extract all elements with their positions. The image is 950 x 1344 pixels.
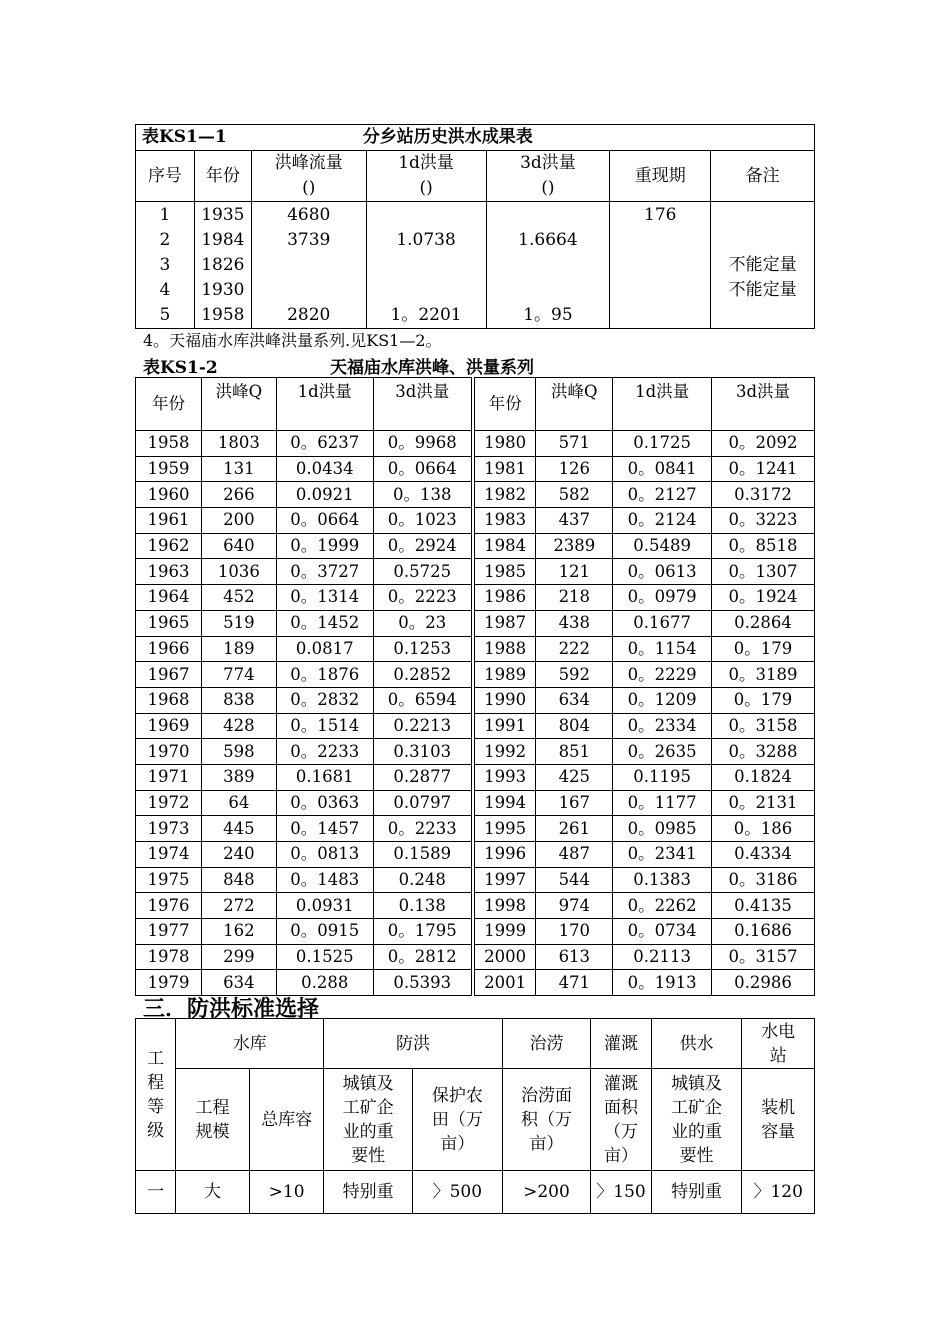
table2-cell: 131 — [201, 456, 276, 482]
table2-cell: 200 — [201, 508, 276, 534]
table2-cell: 438 — [536, 610, 613, 636]
table2-cell: 804 — [536, 713, 613, 739]
table2-header-3d: 3d洪量 — [373, 378, 473, 431]
table2-cell: 1958 — [136, 431, 202, 457]
table3-cell: 〉120 — [742, 1171, 815, 1214]
table2-cell: 299 — [201, 944, 276, 970]
table2-header-peak: 洪峰Q — [201, 378, 276, 431]
table2-cell: 121 — [536, 559, 613, 585]
table2-cell: 1991 — [473, 713, 536, 739]
table2-cell: 613 — [536, 944, 613, 970]
table2-row — [136, 482, 815, 508]
table2-cell: 1996 — [473, 842, 536, 868]
table2-cell: 640 — [201, 533, 276, 559]
table2-row — [136, 559, 815, 585]
table3-cell: 大 — [176, 1171, 250, 1214]
table2-cell: 0.1195 — [613, 764, 712, 790]
table2-cell: 1983 — [473, 508, 536, 534]
reservoir-flood-series-table — [135, 377, 815, 996]
table2-cell: 1966 — [136, 636, 202, 662]
table2-cell: 1992 — [473, 739, 536, 765]
table3-cell: 特别重 — [651, 1171, 742, 1214]
table2-row — [136, 842, 815, 868]
table3-sub-farmland: 保护农 田（万 亩） — [413, 1069, 503, 1171]
table2-cell: 1965 — [136, 610, 202, 636]
table2-cell: 1998 — [473, 893, 536, 919]
table2-cell: 0。0664 — [373, 456, 473, 482]
table2-cell: 2001 — [473, 970, 536, 996]
table2-cell: 848 — [201, 867, 276, 893]
table2-cell: 0。1177 — [613, 790, 712, 816]
table2-cell: 1978 — [136, 944, 202, 970]
table2-cell: 1970 — [136, 739, 202, 765]
table2-cell: 1968 — [136, 687, 202, 713]
table2-row — [136, 893, 815, 919]
table2-cell: 1974 — [136, 842, 202, 868]
table2-cell: 0。3223 — [712, 508, 815, 534]
table2-cell: 592 — [536, 662, 613, 688]
table2-row — [136, 790, 815, 816]
table3-cell: 特别重 — [324, 1171, 413, 1214]
table2-cell: 0。179 — [712, 636, 815, 662]
table2-cell: 0.2852 — [373, 662, 473, 688]
table2-cell: 0。2223 — [373, 585, 473, 611]
table2-cell: 851 — [536, 739, 613, 765]
table2-cell: 1986 — [473, 585, 536, 611]
table2-row — [136, 662, 815, 688]
table2-cell: 0。1023 — [373, 508, 473, 534]
table2-cell: 0.0921 — [276, 482, 373, 508]
table2-cell: 0.2113 — [613, 944, 712, 970]
table3-cell: 〉150 — [591, 1171, 651, 1214]
table2-cell: 445 — [201, 816, 276, 842]
table1-header-note: 备注 — [711, 151, 815, 202]
table2-header-1d: 1d洪量 — [276, 378, 373, 431]
table2-cell: 0.5725 — [373, 559, 473, 585]
table3-sub-importance: 城镇及 工矿企 业的重 要性 — [324, 1069, 413, 1171]
table2-cell: 0。2341 — [613, 842, 712, 868]
table2-cell: 240 — [201, 842, 276, 868]
table2-cell: 1987 — [473, 610, 536, 636]
table2-cell: 0。0613 — [613, 559, 712, 585]
table2-cell: 428 — [201, 713, 276, 739]
table3-cell: >10 — [249, 1171, 324, 1214]
table2-cell: 0。1795 — [373, 919, 473, 945]
table2-row — [136, 585, 815, 611]
table3-group-drainage: 治涝 — [502, 1019, 591, 1069]
table2-row — [136, 431, 815, 457]
table2-cell: 1961 — [136, 508, 202, 534]
table2-cell: 0.3172 — [712, 482, 815, 508]
table2-cell: 0.5393 — [373, 970, 473, 996]
table2-row — [136, 508, 815, 534]
table2-cell: 2000 — [473, 944, 536, 970]
table3-group-hydropower: 水电 站 — [742, 1019, 815, 1069]
table2-cell: 1977 — [136, 919, 202, 945]
table1-col-return: 176 — [610, 202, 711, 329]
table2-row — [136, 944, 815, 970]
table2-cell: 0.5489 — [613, 533, 712, 559]
table2-cell: 1963 — [136, 559, 202, 585]
table3-sub-supply-importance: 城镇及 工矿企 业的重 要性 — [651, 1069, 742, 1171]
table2-cell: 0。1924 — [712, 585, 815, 611]
table2-cell: 1990 — [473, 687, 536, 713]
table2-cell: 1988 — [473, 636, 536, 662]
table2-cell: 1971 — [136, 764, 202, 790]
paragraph-4: 4。天福庙水库洪峰洪量系列.见KS1—2。 — [143, 331, 442, 350]
table2-cell: 0。3189 — [712, 662, 815, 688]
table1-header-1d: 1d洪量 () — [366, 151, 486, 202]
table1-header-year: 年份 — [194, 151, 251, 202]
table2-cell: 0。2229 — [613, 662, 712, 688]
table2-cell: 0。2233 — [373, 816, 473, 842]
table2-cell: 0。1913 — [613, 970, 712, 996]
table2-cell: 0。2131 — [712, 790, 815, 816]
table2-cell: 1962 — [136, 533, 202, 559]
table2-cell: 0.248 — [373, 867, 473, 893]
table2-cell: 0.138 — [373, 893, 473, 919]
table2-cell: 0.3103 — [373, 739, 473, 765]
table2-header-1d-2: 1d洪量 — [613, 378, 712, 431]
table2-cell: 452 — [201, 585, 276, 611]
table2-cell: 0.2213 — [373, 713, 473, 739]
table2-header-peak-2: 洪峰Q — [536, 378, 613, 431]
table2-cell: 1967 — [136, 662, 202, 688]
table2-cell: 598 — [201, 739, 276, 765]
table2-cell: 1959 — [136, 456, 202, 482]
table2-cell: 471 — [536, 970, 613, 996]
table2-cell: 1980 — [473, 431, 536, 457]
table2-cell: 0.0434 — [276, 456, 373, 482]
table2-cell: 0。1514 — [276, 713, 373, 739]
table2-cell: 0.2877 — [373, 764, 473, 790]
table2-cell: 425 — [536, 764, 613, 790]
table3-sub-installed-capacity: 装机 容量 — [742, 1069, 815, 1171]
table3-cell: >200 — [502, 1171, 591, 1214]
table3-sub-scale: 工程 规模 — [176, 1069, 250, 1171]
table2-cell: 167 — [536, 790, 613, 816]
table2-cell: 0。1314 — [276, 585, 373, 611]
table2-cell: 0.2986 — [712, 970, 815, 996]
table2-row — [136, 764, 815, 790]
table2-row — [136, 636, 815, 662]
table2-cell: 0。0813 — [276, 842, 373, 868]
table2-row — [136, 919, 815, 945]
table2-cell: 582 — [536, 482, 613, 508]
table2-cell: 0。0734 — [613, 919, 712, 945]
table2-cell: 0。6237 — [276, 431, 373, 457]
table2-cell: 0。2092 — [712, 431, 815, 457]
flood-standard-table — [135, 1018, 815, 1214]
table2-cell: 261 — [536, 816, 613, 842]
table1-header-seq: 序号 — [136, 151, 195, 202]
table3-group-flood-control: 防洪 — [324, 1019, 502, 1069]
table2-cell: 0。1452 — [276, 610, 373, 636]
table2-cell: 0。6594 — [373, 687, 473, 713]
table2-cell: 170 — [536, 919, 613, 945]
table2-cell: 0。2924 — [373, 533, 473, 559]
table2-cell: 0。1154 — [613, 636, 712, 662]
table2-cell: 519 — [201, 610, 276, 636]
table2-cell: 0。0841 — [613, 456, 712, 482]
table1-caption-title: 分乡站历史洪水成果表 — [362, 127, 533, 147]
table2-cell: 0。3288 — [712, 739, 815, 765]
table2-cell: 0。1457 — [276, 816, 373, 842]
table3-sub-drainage-area: 治涝面 积（万 亩） — [502, 1069, 591, 1171]
table2-body — [136, 431, 815, 996]
table2-cell: 0.2864 — [712, 610, 815, 636]
table3-group-water-supply: 供水 — [651, 1019, 742, 1069]
table2-cell: 0.1677 — [613, 610, 712, 636]
table2-cell: 0。3158 — [712, 713, 815, 739]
table2-row — [136, 739, 815, 765]
table2-cell: 0。186 — [712, 816, 815, 842]
table2-cell: 0.4135 — [712, 893, 815, 919]
table1-header-return: 重现期 — [610, 151, 711, 202]
table2-cell: 126 — [536, 456, 613, 482]
table2-cell: 0.1589 — [373, 842, 473, 868]
table3-cell: 〉500 — [413, 1171, 503, 1214]
table2-cell: 218 — [536, 585, 613, 611]
table2-cell: 1995 — [473, 816, 536, 842]
table2-cell: 1984 — [473, 533, 536, 559]
table1-col-seq: 1 2 3 4 5 — [136, 202, 195, 329]
table2-cell: 0.0797 — [373, 790, 473, 816]
table2-cell: 0。2127 — [613, 482, 712, 508]
table2-header-year: 年份 — [136, 378, 202, 431]
table2-cell: 64 — [201, 790, 276, 816]
table2-cell: 222 — [536, 636, 613, 662]
table2-cell: 1997 — [473, 867, 536, 893]
table2-caption-id: 表KS1-2 — [143, 358, 218, 378]
table1-col-1d: 1.0738 1。2201 — [366, 202, 486, 329]
table2-row — [136, 687, 815, 713]
table2-cell: 0。2635 — [613, 739, 712, 765]
table2-cell: 0。3157 — [712, 944, 815, 970]
table1-col-note: 不能定量 不能定量 — [711, 202, 815, 329]
table3-sub-irrigation-area: 灌溉 面积 （万 亩） — [591, 1069, 651, 1171]
table2-cell: 437 — [536, 508, 613, 534]
table2-cell: 0。1307 — [712, 559, 815, 585]
table2-cell: 0。1483 — [276, 867, 373, 893]
table2-cell: 1999 — [473, 919, 536, 945]
table2-cell: 0。0664 — [276, 508, 373, 534]
table2-cell: 1964 — [136, 585, 202, 611]
table2-cell: 0。9968 — [373, 431, 473, 457]
table2-cell: 0。3727 — [276, 559, 373, 585]
table2-cell: 0.1383 — [613, 867, 712, 893]
table2-row — [136, 713, 815, 739]
table2-cell: 1960 — [136, 482, 202, 508]
table2-cell: 0.1725 — [613, 431, 712, 457]
table2-cell: 634 — [536, 687, 613, 713]
historical-flood-table — [135, 124, 815, 329]
table2-cell: 0.1253 — [373, 636, 473, 662]
table2-cell: 162 — [201, 919, 276, 945]
table2-cell: 0.1824 — [712, 764, 815, 790]
table2-cell: 838 — [201, 687, 276, 713]
table3-cell: 一 — [136, 1171, 176, 1214]
table2-cell: 0.0931 — [276, 893, 373, 919]
table2-cell: 0。2334 — [613, 713, 712, 739]
table2-cell: 0.1681 — [276, 764, 373, 790]
table2-cell: 0。0985 — [613, 816, 712, 842]
table2-cell: 1989 — [473, 662, 536, 688]
table2-cell: 0.288 — [276, 970, 373, 996]
table2-cell: 1985 — [473, 559, 536, 585]
table2-cell: 0。8518 — [712, 533, 815, 559]
table2-cell: 0。138 — [373, 482, 473, 508]
table1-header-peak: 洪峰流量 () — [251, 151, 366, 202]
table2-cell: 0.1686 — [712, 919, 815, 945]
table2-cell: 1973 — [136, 816, 202, 842]
table1-col-3d: 1.6664 1。95 — [486, 202, 610, 329]
table2-cell: 544 — [536, 867, 613, 893]
table1-caption — [136, 125, 815, 151]
table2-row — [136, 456, 815, 482]
section-3-heading: 三．防洪标准选择 — [143, 996, 320, 1022]
table2-cell: 0。2233 — [276, 739, 373, 765]
table1-caption-id: 表KS1—1 — [142, 127, 227, 147]
table2-cell: 0。2832 — [276, 687, 373, 713]
table2-caption-title: 天福庙水库洪峰、洪量系列 — [330, 358, 534, 378]
table2-cell: 1993 — [473, 764, 536, 790]
table2-cell: 0。2812 — [373, 944, 473, 970]
table1-col-year: 1935 1984 1826 1930 1958 — [194, 202, 251, 329]
table2-cell: 0。1209 — [613, 687, 712, 713]
table2-row — [136, 533, 815, 559]
table2-cell: 0。1876 — [276, 662, 373, 688]
table2-cell: 0。0363 — [276, 790, 373, 816]
table2-row — [136, 610, 815, 636]
table2-cell: 266 — [201, 482, 276, 508]
table2-cell: 1994 — [473, 790, 536, 816]
table2-cell: 1972 — [136, 790, 202, 816]
table2-cell: 189 — [201, 636, 276, 662]
table2-cell: 0。3186 — [712, 867, 815, 893]
table2-cell: 0。2124 — [613, 508, 712, 534]
table2-cell: 1803 — [201, 431, 276, 457]
table2-cell: 1981 — [473, 456, 536, 482]
table2-cell: 1036 — [201, 559, 276, 585]
table2-cell: 1979 — [136, 970, 202, 996]
table2-cell: 389 — [201, 764, 276, 790]
table1-col-peak: 4680 3739 2820 — [251, 202, 366, 329]
table2-cell: 1982 — [473, 482, 536, 508]
table2-cell: 0。179 — [712, 687, 815, 713]
table2-cell: 571 — [536, 431, 613, 457]
table2-cell: 0.4334 — [712, 842, 815, 868]
table2-row — [136, 816, 815, 842]
table2-cell: 0。1999 — [276, 533, 373, 559]
table2-cell: 0.1525 — [276, 944, 373, 970]
table2-cell: 2389 — [536, 533, 613, 559]
table2-cell: 0。2262 — [613, 893, 712, 919]
table2-cell: 0.0817 — [276, 636, 373, 662]
table2-header-year-2: 年份 — [473, 378, 536, 431]
table3-group-reservoir: 水库 — [176, 1019, 324, 1069]
table2-row — [136, 867, 815, 893]
table3-grade-header: 工 程 等 级 — [136, 1019, 176, 1171]
table2-cell: 774 — [201, 662, 276, 688]
table1-header-3d: 3d洪量 () — [486, 151, 610, 202]
table2-cell: 1975 — [136, 867, 202, 893]
table2-cell: 1976 — [136, 893, 202, 919]
table2-cell: 0。23 — [373, 610, 473, 636]
table2-header-3d-2: 3d洪量 — [712, 378, 815, 431]
table3-sub-capacity: 总库容 — [249, 1069, 324, 1171]
table2-cell: 1969 — [136, 713, 202, 739]
table2-cell: 0。0979 — [613, 585, 712, 611]
table3-group-irrigation: 灌溉 — [591, 1019, 651, 1069]
table2-cell: 974 — [536, 893, 613, 919]
table2-cell: 634 — [201, 970, 276, 996]
table2-cell: 0。1241 — [712, 456, 815, 482]
table3-row — [136, 1171, 815, 1214]
table2-cell: 487 — [536, 842, 613, 868]
table2-cell: 272 — [201, 893, 276, 919]
table3-body — [136, 1171, 815, 1214]
table2-cell: 0。0915 — [276, 919, 373, 945]
